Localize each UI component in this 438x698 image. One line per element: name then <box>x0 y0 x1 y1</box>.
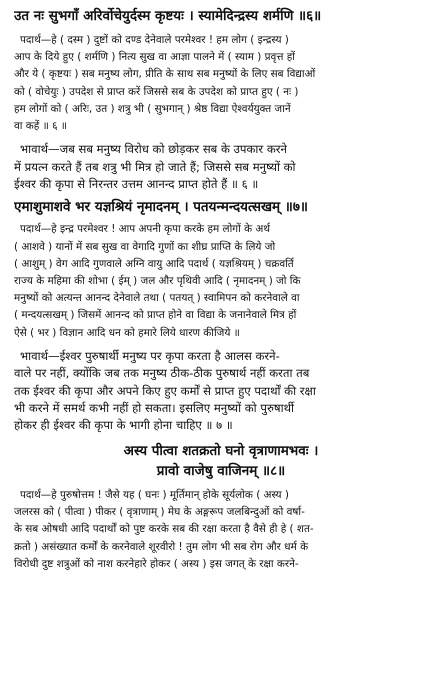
padarth-8 <box>14 487 428 573</box>
text-line: ( आशुम् ) वेग आदि गुणवाले अग्नि वायु आदि पदार्थ ( यज्ञश्रियम् ) चक्रवर्ति <box>14 257 294 270</box>
text-line: तक ईश्वर की कृपा और अपने किए हुए कर्मों से प्राप्त हुए पदार्थों की रक्षा <box>14 383 316 398</box>
text-line: वाले पर नहीं, क्योंकि जब तक मनुष्य ठीक-ठीक पुरुषार्थ नहीं करता तब <box>14 366 310 381</box>
text-line: के सब ओषधी आदि पदार्थों को पुष्ट करके सब की रक्षा करता है वैसे ही हे ( शत- <box>14 523 314 536</box>
padarth-6 <box>14 32 428 135</box>
padarth-7 <box>14 221 428 341</box>
text-line: को ( वोचेयुः ) उपदेश से प्राप्त करें जिससे सब के उपदेश को प्राप्त हुए ( नः ) <box>14 85 299 98</box>
text-line: भी करने में समर्थ कभी नहीं हो सकता। इसलिए मनुष्यों को पुरुषार्थी <box>14 401 294 416</box>
text-line: जलरस को ( पीत्वा ) पीकर ( वृत्राणाम् ) मेघ के अङ्गरूप जलबिन्दुओं को वर्षा- <box>14 506 305 519</box>
text-line: मनुष्यों को अत्यन्त आनन्द देनेवाले तथा ( पतयत् ) स्वामिपन को करनेवाले वा <box>14 292 300 305</box>
text-line: पदार्थ—हे ( दस्म ) दुष्टों को दण्ड देनेवाले परमेश्वर ! हम लोग ( इन्द्रस्य ) <box>20 34 289 46</box>
text-line: ईश्वर की कृपा से निरन्तर उत्तम आनन्द प्राप्त होते हैं ॥ ६ ॥ <box>14 177 259 192</box>
text-line: विरोधी दुष्ट शत्रुओं को नाश करनेहारे होकर ( अस्य ) इस जगत् के रक्षा करने- <box>14 557 299 570</box>
text-line: और ये ( कृष्टयः ) सब मनुष्य लोग, प्रीति के साथ सब मनुष्यों के लिए सब विद्याओं <box>14 68 316 81</box>
text-line: ऐसे ( भर ) विज्ञान आदि धन को हमारे लिये धारण कीजिये ॥ <box>14 326 240 339</box>
verse-7: एमाशुमाशवे भर यज्ञश्रियं नृमादनम् । पतयन्मन्दयत्सखम् ॥७॥ <box>14 199 308 216</box>
text-line: ( मन्दयत्सखम् ) जिसमें आनन्द को प्राप्त होने वा विद्या के जनानेवाले मित्र हों <box>14 309 297 322</box>
text-line: ( आशवे ) यानों में सब सुख वा वेगादि गुणों का शीघ्र प्राप्ति के लिये जो <box>14 240 276 253</box>
text-line: आप के दिये हुए ( शर्मणि ) नित्य सुख वा आज्ञा पालने में ( स्याम ) प्रवृत्त हों <box>14 51 295 64</box>
text-line: हम लोगों को ( अरिः, उत ) शत्रु भी ( सुभगान् ) श्रेष्ठ विद्या ऐश्वर्ययुक्त जानें <box>14 102 291 115</box>
verse-8-line-2: प्रावो वाजेषु वाजिनम् ॥८॥ <box>156 462 286 479</box>
text-line: पदार्थ—हे इन्द्र परमेश्वर ! आप अपनी कृपा करके हम लोगों के अर्थ <box>20 223 270 236</box>
text-line: क्रतो ) असंख्यात कर्मों के करनेवाले शूरवीरो ! तुम लोग भी सब रोग और धर्म के <box>14 540 309 553</box>
text-line: होकर ही ईश्वर की कृपा के भागी होना चाहिए ॥ ७ ॥ <box>14 418 233 433</box>
bhavarth-7 <box>14 348 428 435</box>
text-line: भावार्थ—जब सब मनुष्य विरोध को छोड़कर सब के उपकार करने <box>20 142 287 157</box>
verse-8-line-1: अस्य पीत्वा शतक्रतो घनो वृत्राणामभवः । <box>123 442 319 459</box>
text-line: भावार्थ—ईश्वर पुरुषार्थी मनुष्य पर कृपा करता है आलस करने- <box>20 348 280 363</box>
verse-6: उत नः सुभगाँ अरिर्वोचेयुर्दस्म कृष्टयः । स्यामेदिन्द्रस्य शर्मणि ॥६॥ <box>14 8 322 24</box>
text-line: पदार्थ—हे पुरुषोत्तम ! जैसे यह ( घनः ) मूर्तिमान् होके सूर्यलोक ( अस्य ) <box>20 488 289 501</box>
text-line: वा कहें ॥ ६ ॥ <box>14 120 68 133</box>
text-line: राज्य के महिमा की शोभा ( ईम् ) जल और पृथिवी आदि ( नृमादनम् ) जो कि <box>14 275 301 288</box>
bhavarth-6 <box>14 141 428 193</box>
text-line: में प्रयत्न करते हैं तब शत्रु भी मित्र हो जाते हैं; जिससे सब मनुष्यों को <box>14 159 296 174</box>
